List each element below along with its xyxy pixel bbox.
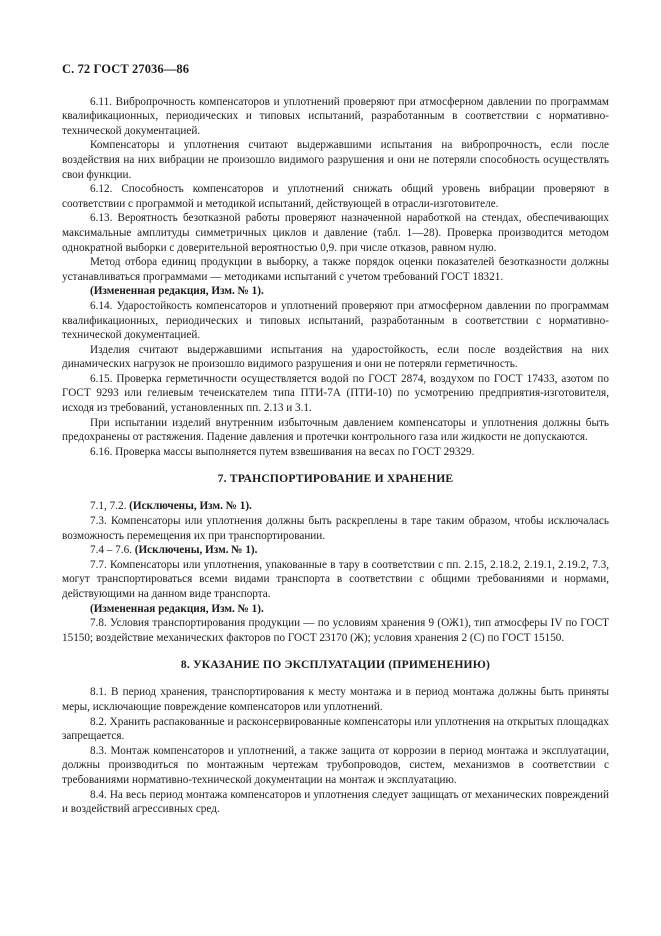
paragraph: При испытании изделий внутренним избыточным давлением компенсаторы и уплотнения должны быть предохранены от растяжения. Падение давления и протечки контрольного газа или жидкости не допускаются.	[62, 416, 609, 444]
paragraph: 8.4. На весь период монтажа компенсаторов и уплотнения следует защищать от механических повреждений и воздействий агрессивных сред.	[62, 788, 609, 816]
paragraph: 8.2. Хранить распакованные и расконсервированные компенсаторы или уплотнения на открытых площадках запрещается.	[62, 715, 609, 743]
amendment-note: (Исключены, Изм. № 1).	[129, 500, 252, 513]
paragraph: 7.7. Компенсаторы или уплотнения, упакованные в тару в соответствии с пп. 2.15, 2.18.2, 2.19.1, 2.19.2, 7.3, могут транспортироваться всеми видами транспорта в соответствии с общими требованиями и нормами, действующими на данном виде транспорта.	[62, 558, 609, 600]
paragraph: 6.16. Проверка массы выполняется путем взвешивания на весах по ГОСТ 29329.	[90, 445, 475, 458]
paragraph: 6.11. Вибропрочность компенсаторов и уплотнений проверяют при атмосферном давлении по программам квалификационных, периодических и типовых испытаний, разработанным в соответствии с нормативно-технической документацией.	[62, 95, 609, 137]
paragraph: 8.1. В период хранения, транспортирования к месту монтажа и в период монтажа должны быть приняты меры, исключающие повреждение компенсаторов или уплотнений.	[62, 686, 609, 713]
paragraph: Компенсаторы и уплотнения считают выдержавшими испытания на вибропрочность, если после воздействия на них вибрации не произошло видимого разрушения и они не потеряли способность осуществлять свои функции.	[62, 139, 609, 181]
section-heading: 7. ТРАНСПОРТИРОВАНИЕ И ХРАНЕНИЕ	[217, 472, 454, 486]
paragraph: 7.8. Условия транспортирования продукции — по условиям хранения 9 (ОЖ1), тип атмосферы IV по ГОСТ 15150; воздействие механических факторов по ГОСТ 23170 (Ж); условия хранения 2 (С) по ГОСТ 15150.	[62, 617, 609, 644]
paragraph: 6.14. Ударостойкость компенсаторов и уплотнений проверяют при атмосферном давлении по программам квалификационных, периодических и типовых испытаний, разработанным в соответствии с нормативно-технической документацией.	[62, 299, 609, 342]
section-heading: 8. УКАЗАНИЕ ПО ЭКСПЛУАТАЦИИ (ПРИМЕНЕНИЮ)	[180, 658, 491, 672]
paragraph: 6.12. Способность компенсаторов и уплотнений снижать общий уровень вибрации проверяют в соответствии с программой и методикой испытаний, действующей в отрасли-изготовителе.	[62, 183, 609, 210]
paragraph: 6.15. Проверка герметичности осуществляется водой по ГОСТ 2874, воздухом по ГОСТ 17433, азотом по ГОСТ 9293 или гелиевым течеискателем типа ПТИ-7А (ПТИ-10) по усмотрению предприятия-изготовителя, исходя из требований, установленных пп. 2.13 и 3.1.	[62, 372, 609, 415]
document-body	[62, 95, 609, 817]
paragraph	[62, 543, 609, 558]
paragraph: Метод отбора единиц продукции в выборку, а также порядок оценки показателей безотказности должны устанавливаться программами — методиками испытаний с учетом требований ГОСТ 18321.	[62, 256, 609, 283]
page-header: С. 72 ГОСТ 27036—86	[62, 62, 190, 76]
amendment-note: (Исключены, Изм. № 1).	[134, 544, 258, 557]
amendment-note: (Измененная редакция, Изм. № 1).	[90, 285, 264, 298]
paragraph	[62, 499, 609, 514]
paragraph: Изделия считают выдержавшими испытания на ударостойкость, если после воздействия на них динамических нагрузок не произошло видимого разрушения и они не потеряли герметичность.	[62, 343, 609, 371]
paragraph: 8.3. Монтаж компенсаторов и уплотнений, а также защита от коррозии в период монтажа и эксплуатации, должны производиться по монтажным чертежам трубопроводов, систем, механизмов в соответствии с требованиями нормативно-технической документации на монтаж и эксплуатацию.	[62, 744, 609, 786]
clause-number: 7.4 – 7.6.	[90, 544, 135, 557]
amendment-note: (Измененная редакция, Изм. № 1).	[90, 602, 264, 615]
clause-number: 7.1, 7.2.	[90, 500, 130, 513]
paragraph: 6.13. Вероятность безотказной работы проверяют назначенной наработкой на стендах, обеспечивающих максимальные амплитуды симметричных циклов и давление (табл. 1—28). Проверка производится методом однократной выборки с доверительной вероятностью 0,9. при числе отказов, равном нулю.	[62, 212, 609, 254]
paragraph: 7.3. Компенсаторы или уплотнения должны быть раскреплены в таре таким образом, чтобы исключалась возможность перемещения их при транспортировании.	[62, 515, 609, 542]
